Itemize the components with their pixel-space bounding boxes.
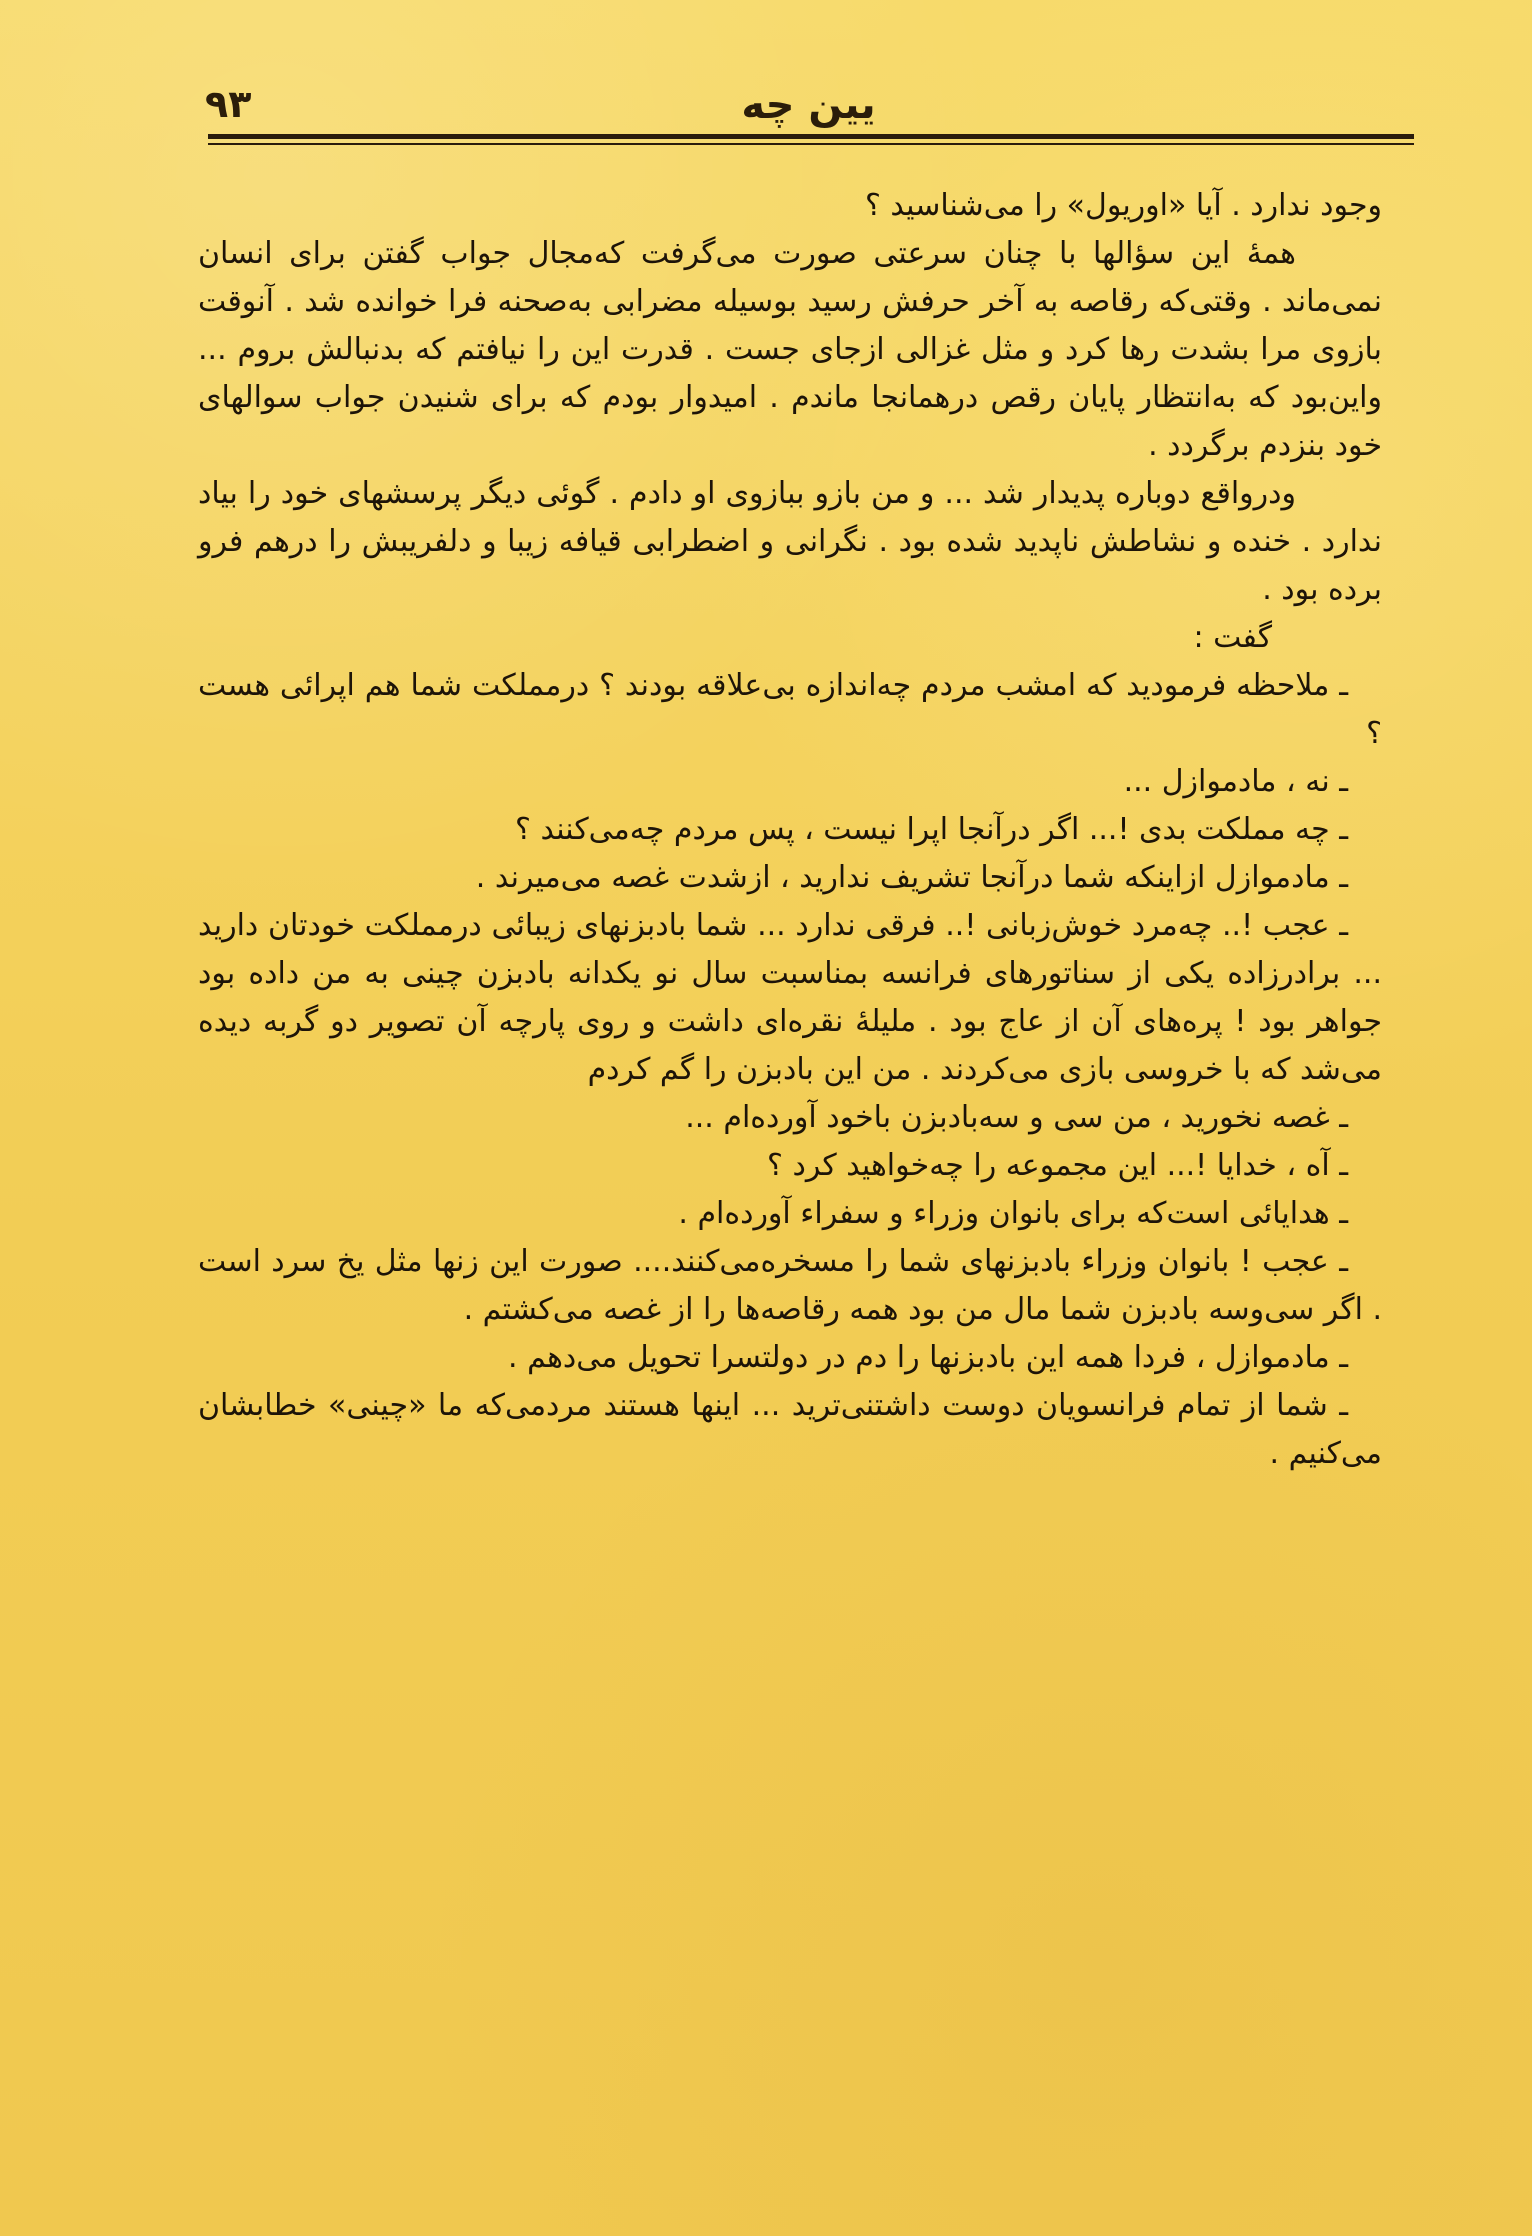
page-number: ۹۳ <box>205 82 252 126</box>
dialogue-line-3: ـ چه مملکت بدی !... اگر درآنجا اپرا نیست ، پس مردم چه‌می‌کنند ؟ <box>515 812 1348 847</box>
dialogue-line-7: ـ آه ، خدایا !... این مجموعه را چه‌خواهید کرد ؟ <box>767 1148 1348 1183</box>
paragraph-2: همهٔ این سؤالها با چنان سرعتی صورت می‌گرفت که‌مجال جواب گفتن برای انسان نمی‌ماند . وقتی‌که رقاصه به آخر حرفش رسید بوسیله مضرابی به‌صحنه فرا خوانده شد . آنوقت بازوی مرا بشدت رها کرد و مثل غزالی ازجای جست . قدرت این را نیافتم که بدنبالش بروم ... واین‌بود که به‌انتظار پایان رقص درهمانجا ماندم . امیدوار بودم که برای شنیدن جواب سوالهای خود بنزدم برگردد . <box>198 236 1382 463</box>
dialogue-line-6: ـ غصه نخورید ، من سی و سه‌بادبزن باخود آورده‌ام ... <box>685 1100 1348 1135</box>
header-rule <box>208 134 1414 148</box>
dialogue-line-4: ـ مادموازل ازاینکه شما درآنجا تشریف ندارید ، ازشدت غصه می‌میرند . <box>475 860 1348 895</box>
dialogue-line-2: ـ نه ، مادموازل ... <box>1123 764 1348 799</box>
dialogue-line-5: ـ عجب !.. چه‌مرد خوش‌زبانی !.. فرقی ندارد ... شما بادبزنهای زیبائی درمملکت خودتان دارید ... برادرزاده یکی از سناتورهای فرانسه بمناسبت سال نو یکدانه بادبزن چینی به من داده بود جواهر بود ! پره‌های آن از عاج بود . ملیلهٔ نقره‌ای داشت و روی پارچه آن تصویر دو گربه دیده می‌شد که با خروسی بازی می‌کردند . من این بادبزن را گم کردم <box>198 908 1382 1087</box>
dialogue-line-9: ـ عجب ! بانوان وزراء بادبزنهای شما را مسخره‌می‌کنند.... صورت این زنها مثل یخ سرد است . اگر سی‌وسه بادبزن شما مال من بود همه رقاصه‌ها را از غصه می‌کشتم . <box>198 1244 1382 1327</box>
paragraph-1: وجود ندارد . آیا «اوریول» را می‌شناسید ؟ <box>864 188 1382 223</box>
dialogue-label: گفت : <box>1193 620 1272 655</box>
dialogue-line-1: ـ ملاحظه فرمودید که امشب مردم چه‌اندازه بی‌علاقه بودند ؟ درمملکت شما هم اپرائی هست ؟ <box>198 668 1382 751</box>
paragraph-3: ودرواقع دوباره پدیدار شد ... و من بازو ببازوی او دادم . گوئی دیگر پرسشهای خود را بیاد ندارد . خنده و نشاطش ناپدید شده بود . نگرانی و اضطرابی قیافه زیبا و دلفریبش را درهم فرو برده بود . <box>198 476 1382 607</box>
dialogue-line-8: ـ هدایائی است‌که برای بانوان وزراء و سفراء آورده‌ام . <box>678 1196 1348 1231</box>
dialogue-line-10: ـ مادموازل ، فردا همه این بادبزنها را دم در دولتسرا تحویل می‌دهم . <box>508 1340 1348 1375</box>
book-title: یین چه <box>741 82 876 128</box>
dialogue-line-11: ـ شما از تمام فرانسویان دوست داشتنی‌ترید ... اینها هستند مردمی‌که ما «چینی» خطابشان می‌کنیم . <box>198 1388 1382 1471</box>
page-body <box>198 182 1382 2166</box>
